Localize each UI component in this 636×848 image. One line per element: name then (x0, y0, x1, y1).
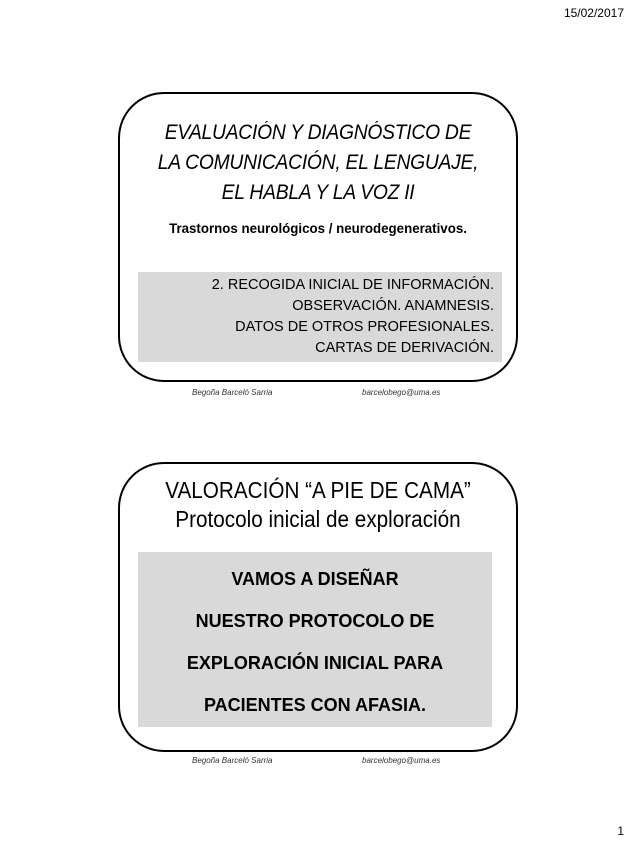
topic-line: CARTAS DE DERIVACIÓN. (315, 340, 494, 356)
slide-2 (118, 462, 518, 752)
highlight-line: PACIENTES CON AFASIA. (203, 695, 427, 715)
slide-2-footer-author: Begoña Barceló Sarria (192, 756, 273, 765)
slide-1-subtitle: Trastornos neurológicos / neurodegenerativos. (169, 220, 467, 236)
highlight-line: VAMOS A DISEÑAR (231, 569, 399, 589)
slide-2-title-line: VALORACIÓN “A PIE DE CAMA” (165, 477, 471, 503)
page-number: 1 (617, 824, 624, 838)
slide-1-title-line: LA COMUNICACIÓN, EL LENGUAJE, (157, 151, 479, 174)
print-date: 15/02/2017 (563, 6, 624, 20)
slide-1-footer-email: barcelobego@uma.es (362, 388, 441, 397)
slide-1-title-line: EL HABLA Y LA VOZ II (221, 181, 415, 204)
slide-2-title (140, 476, 496, 534)
slide-1-title-line: EVALUACIÓN Y DIAGNÓSTICO DE (164, 121, 472, 144)
slide-2-footer-email: barcelobego@uma.es (362, 756, 441, 765)
topic-line: OBSERVACIÓN. ANAMNESIS. (292, 298, 494, 314)
slide-1-topic-box (138, 272, 502, 362)
topic-line: DATOS DE OTROS PROFESIONALES. (235, 319, 494, 335)
topic-line: 2. RECOGIDA INICIAL DE INFORMACIÓN. (211, 277, 494, 293)
slide-2-title-line: Protocolo inicial de exploración (175, 506, 461, 532)
slide-2-highlight-box (138, 552, 492, 727)
slide-1-footer-author: Begoña Barceló Sarria (192, 388, 273, 397)
slide-1 (118, 92, 518, 382)
slide-1-title (136, 118, 500, 208)
highlight-line: EXPLORACIÓN INICIAL PARA (186, 653, 444, 673)
highlight-line: NUESTRO PROTOCOLO DE (195, 611, 435, 631)
